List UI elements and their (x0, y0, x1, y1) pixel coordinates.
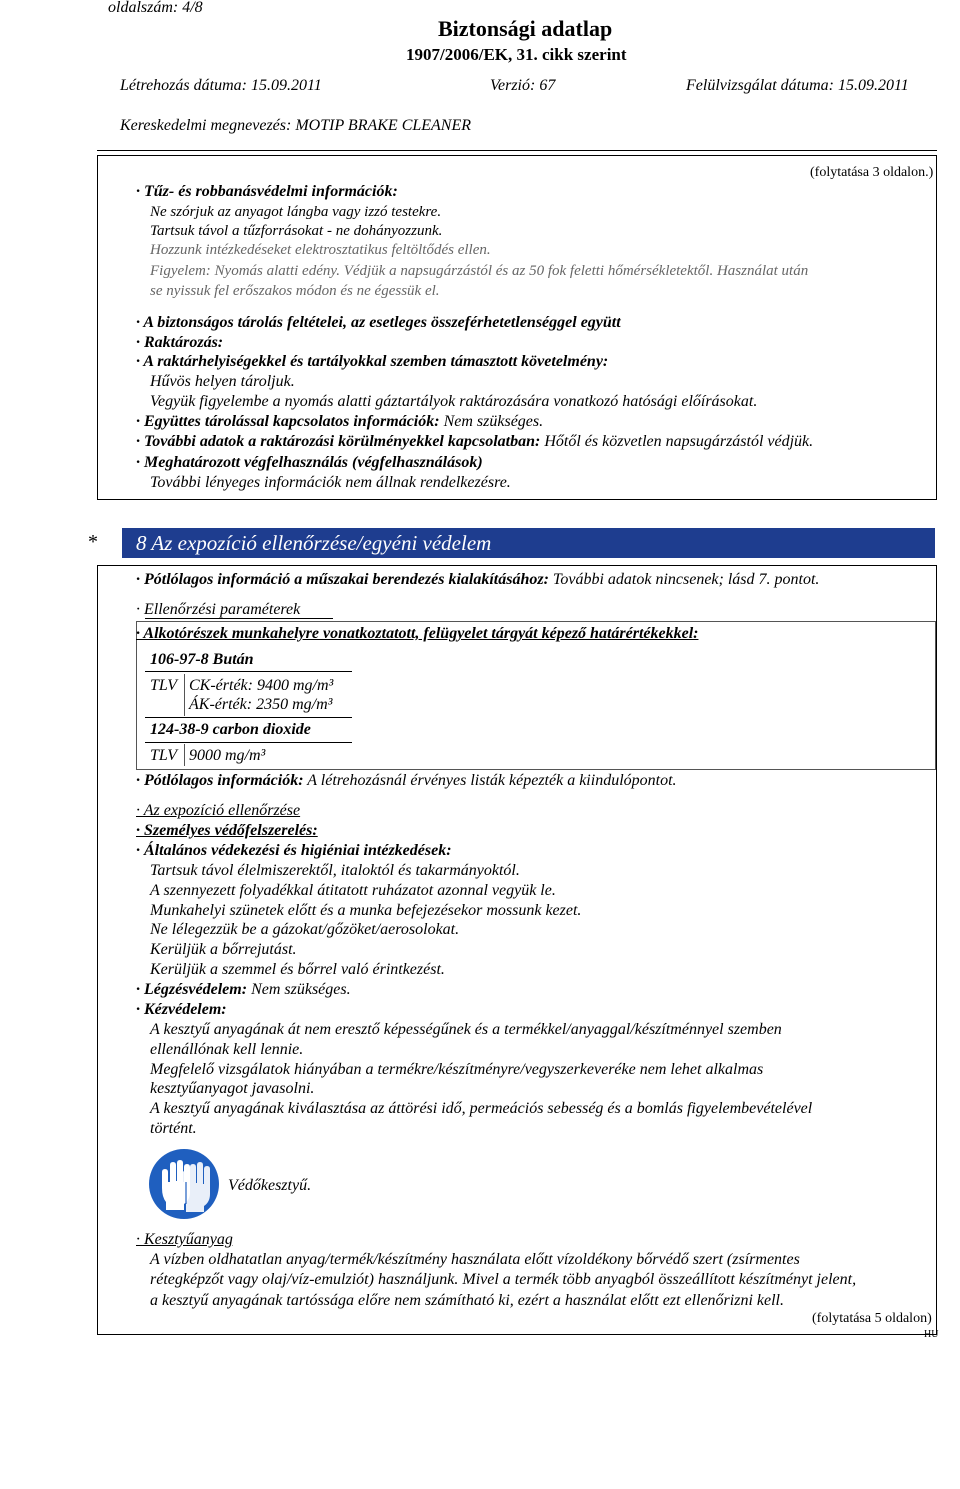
header-divider (97, 150, 937, 151)
hygiene-line-6: Kerüljük a szemmel és bőrrel való érintkezést. (150, 961, 445, 978)
technical-info (136, 570, 819, 590)
respiratory (136, 980, 351, 1000)
end-use-value: További lényeges információk nem állnak rendelkezésre. (150, 474, 511, 491)
control-params-text: · Ellenőrzési paraméterek (136, 601, 301, 618)
respiratory-value: Nem szükséges. (251, 981, 351, 998)
joint-storage (136, 412, 543, 432)
hand-line-2: ellenállónak kell lennie. (150, 1041, 304, 1058)
fire-line-1: Ne szórjuk az anyagot lángba vagy izzó testekre. (150, 204, 442, 220)
substance-2-name: 124-38-9 carbon dioxide (150, 721, 311, 738)
fire-line-4: Figyelem: Nyomás alatti edény. Védjük a napsugárzástól és az 50 fok feletti hőmérsékletektől. Használat után (150, 263, 809, 279)
requirements-line-1: Hűvös helyen tároljuk. (150, 373, 295, 390)
additional-info-label: · Pótlólagos információk: (136, 772, 304, 789)
hygiene-line-4: Ne lélegezzük be a gázokat/gőzöket/aerosolokat. (150, 921, 460, 938)
created-date: Létrehozás dátuma: 15.09.2011 (120, 77, 322, 94)
doc-subtitle: 1907/2006/EK, 31. cikk szerint (406, 45, 627, 64)
substance-1-underline (145, 671, 352, 672)
glove-material-text: · Kesztyűanyag (136, 1231, 233, 1248)
ppe-text: · Személyes védőfelszerelés: (136, 822, 318, 839)
joint-storage-label: · Együttes tárolással kapcsolatos információk: (136, 413, 440, 430)
respiratory-label: · Légzésvédelem: (136, 981, 248, 998)
glove-caption: Védőkesztyű. (228, 1177, 312, 1194)
version: Verzió: 67 (490, 77, 556, 94)
material-line-3: a kesztyű anyagának tartóssága előre nem számítható ki, ezért a használat előtt ezt ellenőrizni kell. (150, 1292, 784, 1309)
substance-1-value-1: CK-érték: 9400 mg/m³ (189, 677, 334, 694)
hand-line-3: Megfelelő vizsgálatok hiányában a termékre/készítményre/vegyszerkeveréke nem lehet alkalmas (150, 1061, 764, 1078)
storage-subtitle: · Raktározás: (136, 334, 224, 351)
substance-2-separator (184, 744, 185, 766)
additional-info (136, 771, 677, 791)
hygiene-title: · Általános védekezési és higiéniai intézkedések: (136, 842, 452, 859)
hygiene-line-3: Munkahelyi szünetek előtt és a munka befejezésekor mossunk kezet. (150, 902, 582, 919)
fire-title: · Tűz- és robbanásvédelmi információk: (136, 183, 398, 200)
material-line-2: rétegképzőt vagy olaj/víz-emulziót) használjunk. Mivel a termék több anyagból összeállított készítményt jelent, (150, 1271, 857, 1288)
hygiene-line-1: Tartsuk távol élelmiszerektől, italoktól és takarmányoktól. (150, 862, 520, 879)
hand-line-4: kesztyűanyagot javasolni. (150, 1080, 315, 1097)
control-params-underline (145, 618, 333, 619)
change-marker: * (88, 531, 98, 553)
hygiene-line-5: Kerüljük a bőrrejutást. (150, 941, 297, 958)
ppe-title (136, 821, 318, 841)
further-storage (136, 432, 813, 452)
doc-title: Biztonsági adatlap (438, 16, 613, 41)
further-storage-label: · További adatok a raktározási körülményekkel kapcsolatban: (136, 433, 541, 450)
language-code: HU (924, 1329, 939, 1340)
storage-title: · A biztonságos tárolás feltételei, az esetleges összeférhetetlenséggel együtt (136, 314, 621, 331)
page-number: oldalszám: 4/8 (108, 0, 203, 16)
material-line-1: A vízben oldhatatlan anyag/termék/készítmény használata előtt vízoldékony bőrvédő szert (zsírmentes (150, 1251, 800, 1268)
substance-1-tlv: TLV (150, 677, 177, 694)
fire-line-2: Tartsuk távol a tűzforrásokat - ne dohányozzunk. (150, 223, 443, 239)
hand-line-6: történt. (150, 1120, 197, 1137)
exposure-controls-text: · Az expozíció ellenőrzése (136, 802, 301, 819)
fire-line-3: Hozzunk intézkedéseket elektrosztatikus feltöltődés ellen. (150, 242, 491, 258)
revised-date: Felülvizsgálat dátuma: 15.09.2011 (686, 77, 909, 94)
substance-1-separator (184, 674, 185, 716)
requirements-title: · A raktárhelyiségekkel és tartályokkal szemben támasztott követelmény: (136, 353, 609, 370)
protective-gloves-icon (148, 1148, 220, 1220)
exposure-controls-title (136, 801, 300, 821)
section8-title: 8 Az expozíció ellenőrzése/egyéni védelem (122, 528, 935, 558)
substance-2-tlv: TLV (150, 747, 177, 764)
fire-line-5: se nyissuk fel erőszakos módon és ne égessük el. (150, 283, 440, 299)
limits-title: · Alkotórészek munkahelyre vonatkoztatott, felügyelet tárgyát képező határértékekkel: (136, 625, 699, 642)
substance-1-name: 106-97-8 Bután (150, 651, 254, 668)
continued-from: (folytatása 3 oldalon.) (810, 165, 934, 180)
substance-2-value: 9000 mg/m³ (189, 747, 266, 764)
additional-info-value: A létrehozásnál érvényes listák képezték a kiindulópontot. (307, 772, 677, 789)
further-storage-value: Hőtől és közvetlen napsugárzástól védjük. (544, 433, 814, 450)
hygiene-line-2: A szennyezett folyadékkal átitatott ruházatot azonnal vegyük le. (150, 882, 556, 899)
substance-1-value-2: ÁK-érték: 2350 mg/m³ (189, 696, 333, 713)
technical-info-label: · Pótlólagos információ a műszakai berendezés kialakításához: (136, 571, 549, 588)
control-params-title (136, 600, 300, 620)
hand-protection-title: · Kézvédelem: (136, 1001, 227, 1018)
hand-line-1: A kesztyű anyagának át nem eresztő képességűnek és a termékkel/anyaggal/készítménnyel szemben (150, 1021, 782, 1038)
hand-line-5: A kesztyű anyagának kiválasztása az áttörési idő, permeációs sebesség és a bomlás figyelembevételével (150, 1100, 813, 1117)
trade-name: Kereskedelmi megnevezés: MOTIP BRAKE CLEANER (120, 117, 472, 134)
requirements-line-2: Vegyük figyelembe a nyomás alatti gáztartályok raktározására vonatkozó hatósági előírásokat. (150, 393, 758, 410)
technical-info-value: További adatok nincsenek; lásd 7. pontot. (552, 571, 820, 588)
continued-next: (folytatása 5 oldalon) (812, 1311, 932, 1326)
substance-1-bottom (145, 717, 352, 718)
substance-2-underline (145, 742, 352, 743)
joint-storage-value: Nem szükséges. (443, 413, 544, 430)
glove-material-title (136, 1230, 233, 1250)
end-use-title: · Meghatározott végfelhasználás (végfelhasználások) (136, 454, 483, 471)
